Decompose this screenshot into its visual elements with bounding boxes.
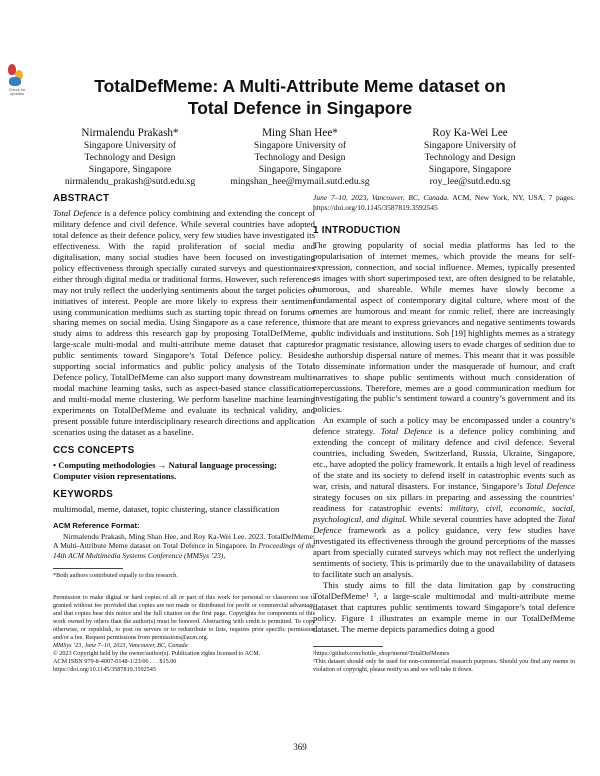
keywords-text: multimodal, meme, dataset, topic clustering, stance classification [53,503,280,514]
author-affiliation: Technology and Design [254,152,346,163]
author-email: mingshan_hee@mymail.sutd.edu.sg [230,176,370,187]
author-block-2 [210,126,390,188]
intro-paragraph-3: This study aims to fill the data limitation gap by constructing TotalDefMeme¹ ², a large-scale multimodal and multi-attribute meme dataset that captures public sentiments toward Singapore’s total defence policy. Figure 1 illustrates an example meme in our TotalDefMeme dataset. The meme depicts paramedics doing a good [313,579,575,634]
left-column [53,194,315,673]
intro-paragraph-2: An example of such a policy may be encompassed under a country’s defence strategy. Total Defence is a defence policy combining and extending the concept of military defence and civil defence. Several countries, including Sweden, Switzerland, Russia, Ukraine, Singapore, etc., have adopted the policy framework. It entails a high level of readiness of the state and its society to defend itself in catastrophic events such as war, crisis, and natural disasters. For instance, Singapore’s Total Defence strategy focuses on six pillars in preparing and assessing the countries’ readiness for catastrophic events: military, civil, economic, social, psychological, and digital. While several countries have adopted the Total Defence framework as a policy guidance, very few studies have investigated its effectiveness through the ground perceptions of the masses apart from specially curated surveys which may not reflect the underlying sentiments of society. This is primarily due to the unavailability of datasets to facilitate such an analysis. [313,415,575,579]
introduction-heading: 1 INTRODUCTION [313,225,401,237]
reference-format-text: Nirmalendu Prakash, Ming Shan Hee, and Roy Ka-Wei Lee. 2023. TotalDefMeme: A Multi-Attribute Meme dataset on Total Defence in Singapore. In Proceedings of the 14th ACM Multimedia Systems Conference (MMSys ’23), [53,531,315,560]
doi-link[interactable]: https://doi.org/10.1145/3587819.3592545 [53,665,156,673]
author-email: roy_lee@sutd.edu.sg [429,176,511,187]
author-affiliation: Technology and Design [84,152,176,163]
author-block-1 [40,126,220,188]
footnote-2: ²This dataset should only be used for non-commercial research purposes. Should you find any meme in violation of copyright, please notify us and we will take it down. [313,658,575,674]
title-line-2: Total Defence in Singapore [187,98,413,118]
venue-line: MMSys ’23, June 7–10, 2023, Vancouver, BC, Canada [53,641,188,649]
footnote-1[interactable]: ¹https://github.com/bottle_shop/meme/TotalDefMemes [313,650,450,658]
title-line-1: TotalDefMeme: A Multi-Attribute Meme dataset on [94,76,506,96]
abstract-lead: Total Defence [53,207,102,218]
ccs-heading: CCS CONCEPTS [53,444,135,456]
reference-format-heading: ACM Reference Format: [53,520,140,530]
footnote-rule [53,568,123,569]
author-affiliation: Singapore University of [423,140,517,151]
isbn-line: ACM ISBN 979-8-4007-0148-1/23/06 . . . $15.00 [53,657,177,665]
author-location: Singapore, Singapore [428,164,512,175]
intro-paragraph-1: The growing popularity of social media platforms has led to the popularisation of internet memes, which provide the means for self-expression, connection, and social influence. Memes, typically presented as images with short superimposed text, are often designed to be relatable, humorous, and shareable. While memes have slowly become a fundamental aspect of contemporary digital culture, where most of the memes are humorous and meant for comic relief, there are increasingly more that are meant to express grievances and negative sentiments towards public individuals and institutions. Soh [19] highlights memes as a strategy for pragmatic resistance, allowing users to evade charges of sedition due to the authorship dispersal nature of memes. This meant that it was possible to disseminate information under the masquerade of humour, and craft narratives to shape public sentiments without much consideration of repercussions. Therefore, memes are a good communication medium for investigating the public’s sentiment toward a country’s government and its policies. [313,240,575,415]
permission-notice: Permission to make digital or hard copies of all or part of this work for personal or classroom use is granted without fee provided that copies are not made or distributed for profit or commercial advantage and that copies bear this notice and the full citation on the first page. Copyrights for components of this work owned by others than the author(s) must be honored. Abstracting with credit is permitted. To copy otherwise, or republish, to post on servers or to redistribute to lists, requires prior specific permission and/or a fee. Request permissions from permissions@acm.org. [53,594,315,641]
badge-shape-blue [9,77,21,86]
author-name: Roy Ka-Wei Lee [432,127,508,139]
abstract-text [53,208,315,438]
equal-contribution-footnote: *Both authors contributed equally to this research. [53,572,178,580]
author-email: nirmalendu_prakash@sutd.edu.sg [64,176,196,187]
author-name: Nirmalendu Prakash* [81,127,179,139]
reference-venue: Proceedings of the 14th ACM Multimedia Systems Conference (MMSys ’23), [53,541,315,560]
author-location: Singapore, Singapore [88,164,172,175]
copyright-line: © 2023 Copyright held by the owner/author(s). Publication rights licensed to ACM. [53,649,261,657]
ccs-line-2: Computer vision representations. [53,470,177,481]
ccs-text [53,460,315,482]
abstract-heading: ABSTRACT [53,193,110,204]
badge-label: Check for updates [8,87,26,96]
paper-title [60,75,540,119]
ccs-line-1: • Computing methodologies → Natural language processing; [53,459,277,470]
page-number: 369 [293,742,307,752]
author-name: Ming Shan Hee* [262,127,338,139]
keywords-heading: KEYWORDS [53,488,114,500]
author-location: Singapore, Singapore [258,164,342,175]
right-column [313,193,575,674]
author-affiliation: Singapore University of [253,140,347,151]
author-block-3 [380,126,560,188]
author-affiliation: Singapore University of [83,140,177,151]
author-affiliation: Technology and Design [424,152,516,163]
footnote-rule [313,646,383,647]
reference-format-continued: June 7–10, 2023, Vancouver, BC, Canada. ACM, New York, NY, USA, 7 pages. https://doi.org/10.1145/3587819.3592545 [313,193,575,212]
check-for-updates-badge[interactable] [6,64,26,102]
abstract-body: is a defence policy combining and extending the concept of military defence and civil defence. While several countries have adopted total defence as their defence policy, very few studies have investigated its effectiveness. With the rapid proliferation of social media and digitalisation, many social studies have been focused on investigating policy effectiveness through specially curated surveys and questionnaires either through digital media or traditional forms. However, such references may not truly reflect the underlying sentiments about the target policies or initiatives of interest. People are more likely to express their sentiment using communication mediums such as starting topic thread on forums or sharing memes on social media. Using Singapore as a case reference, this study aims to address this research gap by proposing TotalDefMeme, a large-scale multi-modal and multi-attribute meme dataset that captures public sentiments toward Singapore’s Total Defence policy. Besides supporting social informatics and public policy analysis of the Total Defence policy, TotalDefMeme can also support many downstream multi-modal machine learning tasks, such as aspect-based stance classification and multi-modal meme clustering. We perform baseline machine learning experiments on TotalDefMeme and evaluate its technical validity, and present possible future interdisciplinary research directions and application scenarios using the dataset as a baseline. [53,207,315,438]
